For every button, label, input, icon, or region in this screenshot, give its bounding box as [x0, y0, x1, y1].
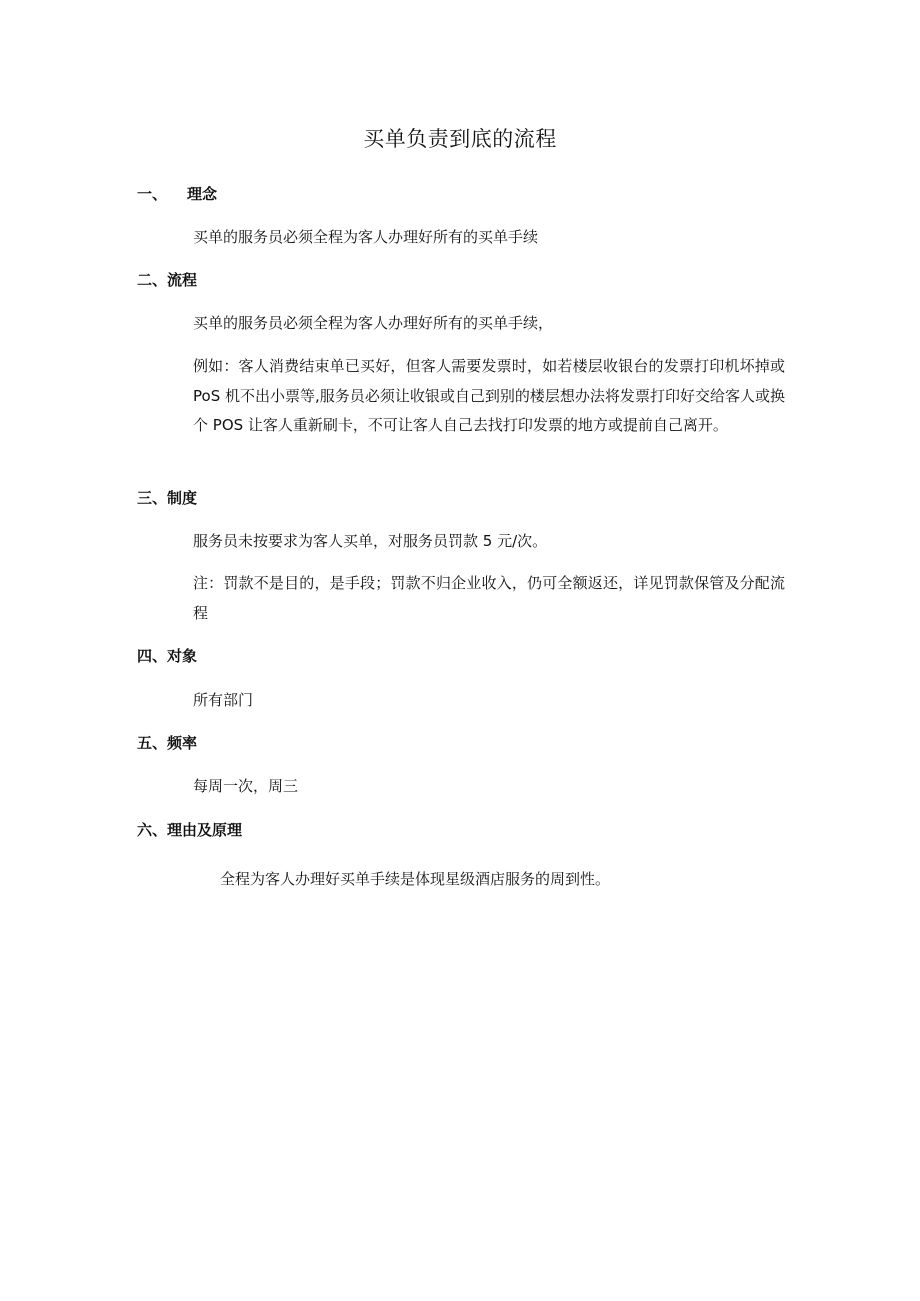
- section-paragraph-note: 注：罚款不是目的，是手段；罚款不归企业收入，仍可全额返还，详见罚款保管及分配流程: [193, 574, 785, 622]
- section-number: 五、: [137, 734, 168, 752]
- document-title: 买单负责到底的流程: [363, 127, 557, 151]
- section-title: 制度: [167, 489, 198, 507]
- section-number: 一、: [137, 185, 168, 203]
- section-title: 频率: [167, 734, 198, 752]
- section-paragraph: 所有部门: [193, 691, 254, 709]
- section-heading-frequency: [137, 732, 197, 754]
- section-paragraph: 买单的服务员必须全程为客人办理好所有的买单手续，: [193, 314, 554, 332]
- section-paragraph: 每周一次，周三: [193, 777, 299, 795]
- section-title: 流程: [167, 271, 198, 289]
- section-heading-target: [137, 645, 197, 667]
- section-heading-philosophy: [137, 183, 217, 205]
- section-paragraph-example: 例如：客人消费结束单已买好，但客人需要发票时，如若楼层收银台的发票打印机坏掉或 PoS 机不出小票等,服务员必须让收银或自己到别的楼层想办法将发票打印好交给客人或换个 POS 让客人重新刷卡，不可让客人自己去找打印发票的地方或提前自己离开。: [193, 357, 785, 434]
- section-number: 四、: [137, 647, 168, 665]
- section-paragraph: 买单的服务员必须全程为客人办理好所有的买单手续: [193, 228, 539, 246]
- section-number: 六、: [137, 821, 168, 839]
- section-number: 二、: [137, 271, 168, 289]
- section-paragraph: 全程为客人办理好买单手续是体现星级酒店服务的周到性。: [220, 870, 611, 888]
- section-heading-reason: [137, 819, 242, 841]
- section-heading-policy: [137, 487, 197, 509]
- section-title: 理由及原理: [167, 821, 243, 839]
- section-heading-process: [137, 269, 197, 291]
- section-title: 对象: [167, 647, 198, 665]
- section-number: 三、: [137, 489, 168, 507]
- section-title: 理念: [187, 185, 218, 203]
- section-paragraph: 服务员未按要求为客人买单，对服务员罚款 5 元/次。: [193, 532, 548, 550]
